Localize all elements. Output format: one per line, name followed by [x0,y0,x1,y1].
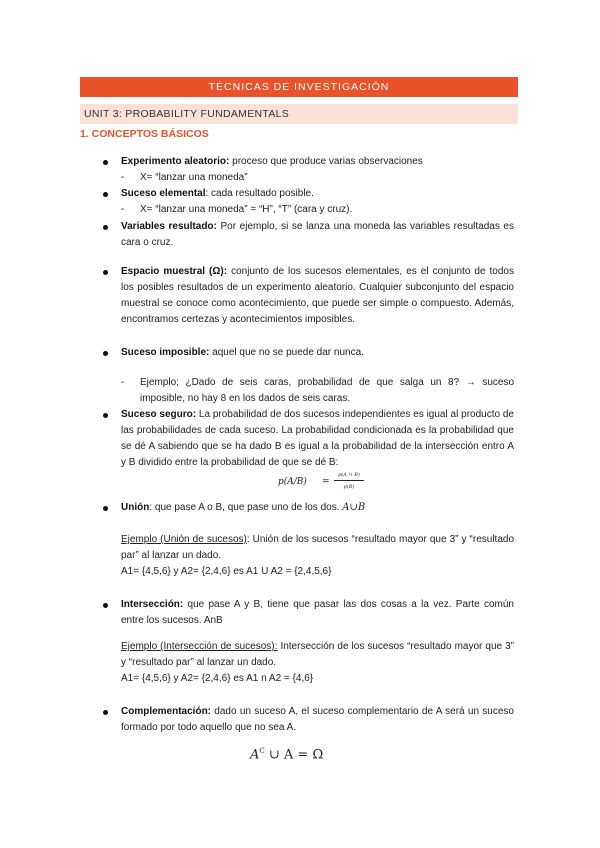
term-label: Intersección: [121,599,184,610]
bullet-icon [103,225,108,230]
item-interseccion [121,597,514,629]
example-union [121,532,514,564]
term-label: Complementación: [121,706,212,717]
example-interseccion [121,639,514,671]
term-label: Espacio muestral (Ω): [121,266,228,277]
unit-heading: UNIT 3: PROBABILITY FUNDAMENTALS [80,104,518,124]
example-label: Ejemplo (Intersección de sucesos): [121,641,278,652]
bullet-icon [103,603,108,608]
term-text: conjunto de los sucesos elementales, es el conjunto de todos los posibles resultados de un experimento aleatorio. Cualquier subconjunto del espacio muestral se conoce como acontecimiento, que puede ser simple o compuesto. Además, encontramos certezas y acontecimientos imposibles. [121,266,514,325]
item-suceso-imposible [121,345,514,361]
term-text: : que pase A o B, que pase uno de los dos. [149,502,340,513]
example-suceso-elemental: X= “lanzar una moneda” = “H”, “T” (cara y cruz). [140,204,353,215]
term-label: Experimento aleatorio: [121,156,230,167]
bullet-icon [103,270,108,275]
dash-icon: - [121,377,125,388]
example-union-sets: A1= {4,5,6} y A2= {2,4,6} es A1 U A2 = {2,4,5,6} [121,566,332,577]
term-text: proceso que produce varias observaciones [229,156,423,167]
term-text: La probabilidad de dos sucesos independientes es igual al producto de las probabilidades de cada suceso. La probabilidad condicionada es la probabilidad que se dé A sabiendo que se ha dado B es igual a la probabilidad de la intersección entro A y B dividido entre la probabilidad de que se dé B: [121,409,514,468]
bullet-icon [103,351,108,356]
term-text: dado un suceso A, el suceso complementario de A será un suceso formado por todo aquello que no sea A. [121,706,514,733]
formula-denominator: p(B) [343,484,355,490]
bullet-icon [103,192,108,197]
dash-icon: - [121,204,125,215]
item-suceso-seguro [121,407,514,471]
item-union [121,500,514,516]
formula-rest: ∪ A = Ω [264,747,324,763]
example-text: Intersección de los sucesos “resultado mayor que 3” y “resultado par” al lanzar un dado. [121,641,515,668]
item-variables [121,219,514,251]
conditional-probability-lhs: p(A/B) [278,477,307,487]
term-label: Suceso seguro: [121,409,197,420]
term-text: que pase A y B, tiene que pasar las dos cosas a la vez. Parte común entre los sucesos. AnB [121,599,514,626]
course-title-banner: TÉCNICAS DE INVESTIGACIÓN [80,77,518,97]
complement-formula [250,747,323,762]
dash-icon: - [121,172,125,183]
formula-numerator: p(A ∩ B) [334,471,364,481]
formula-superscript: C [259,747,265,755]
item-suceso-elemental [121,186,514,202]
bullet-icon [103,413,108,418]
formula-set: A [250,747,260,763]
bullet-icon [103,710,108,715]
term-text: : cada resultado posible. [205,188,314,199]
term-text: aquel que no se puede dar nunca. [209,347,364,358]
bullet-icon [103,506,108,511]
section-title: 1. CONCEPTOS BÁSICOS [80,128,209,140]
term-text: Por ejemplo, si se lanza una moneda las variables resultadas es cara o cruz. [121,221,514,248]
term-label: Suceso elemental [121,188,206,199]
example-text: : Unión de los sucesos “resultado mayor que 3” y “resultado par” al lanzar un dado. [121,534,515,561]
term-label: Variables resultado: [121,221,217,232]
term-label: Unión [121,502,150,513]
bullet-icon [103,160,108,165]
example-interseccion-sets: A1= {4,5,6} y A2= {2,4,6} es A1 n A2 = {4,6} [121,673,314,684]
term-label: Suceso imposible: [121,347,210,358]
item-experimento [121,154,514,170]
example-experimento: X= “lanzar una moneda” [140,172,248,183]
example-suceso-imposible: Ejemplo; ¿Dado de seis caras, probabilidad de que salga un 8? → suceso imposible, no hay 8 en los dados de seis caras. [140,377,514,404]
equals-sign: = [322,477,330,487]
union-symbol: A∪B [342,502,366,513]
item-complementacion [121,704,514,736]
example-label: Ejemplo (Unión de sucesos) [121,534,247,545]
item-espacio-muestral [121,264,514,328]
